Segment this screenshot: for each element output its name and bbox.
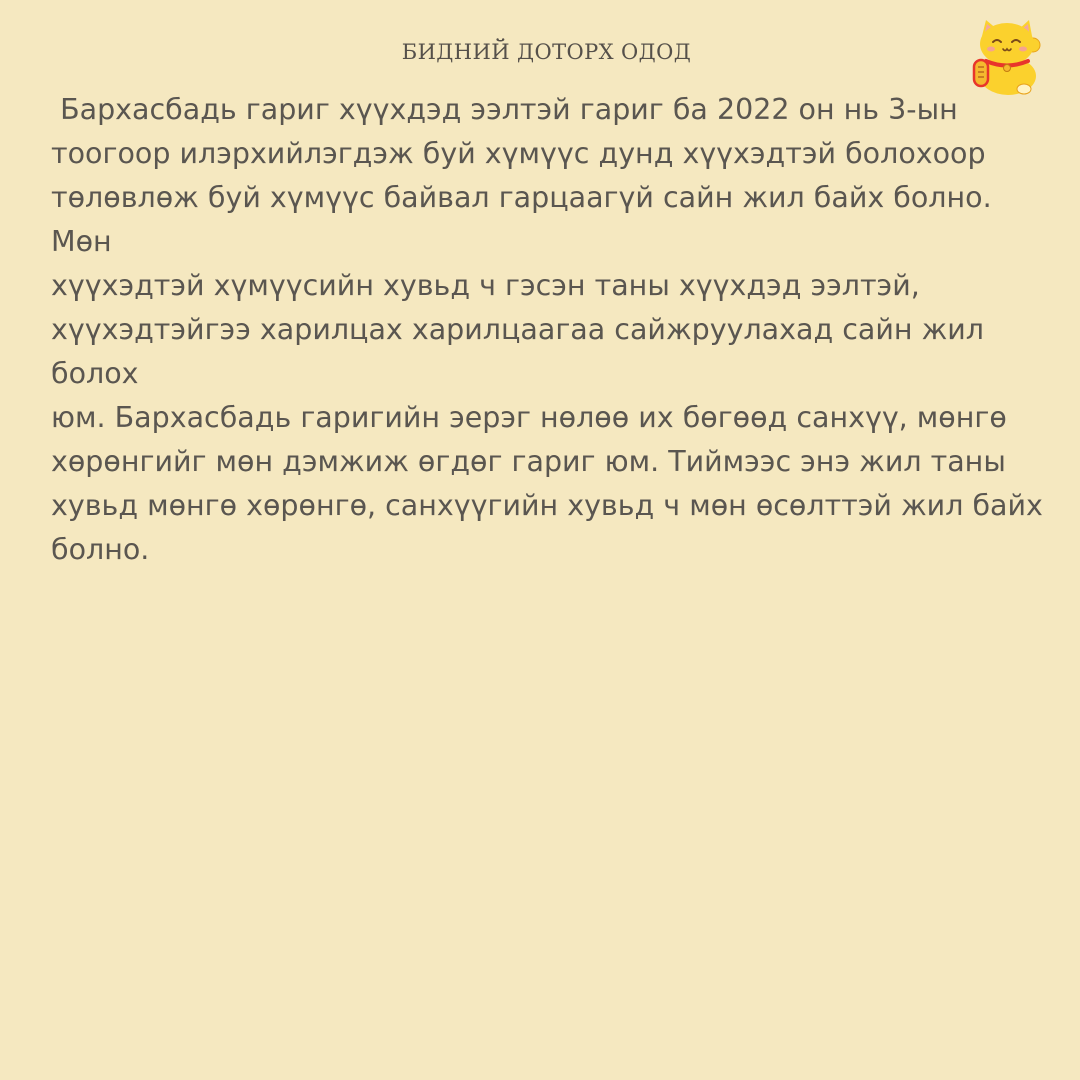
article-body: Бархасбадь гариг хүүхдэд ээлтэй гариг ба 2022 он нь 3-ын тоогоор илэрхийлэгдэж буй хүмүүс дунд хүүхэдтэй болохоор төлөвлөж буй хүмүүс байвал гарцаагүй сайн жил байх болно. Мөн хүүхэдтэй хүмүүсийн хувьд ч гэсэн таны хүүхдэд ээлтэй, хүүхэдтэйгээ харилцах харилцаагаа сайжруулахад сайн жил болох юм. Бархасбадь гаригийн эерэг нөлөө их бөгөөд санхүү, мөнгө хөрөнгийг мөн дэмжиж өгдөг гариг юм. Тиймээс энэ жил таны хувьд мөнгө хөрөнгө, санхүүгийн хувьд ч мөн өсөлттэй жил байх болно.: [51, 93, 1043, 566]
page-title: БИДНИЙ ДОТОРХ ОДОД: [401, 40, 692, 64]
lucky-cat-icon: [966, 16, 1048, 96]
